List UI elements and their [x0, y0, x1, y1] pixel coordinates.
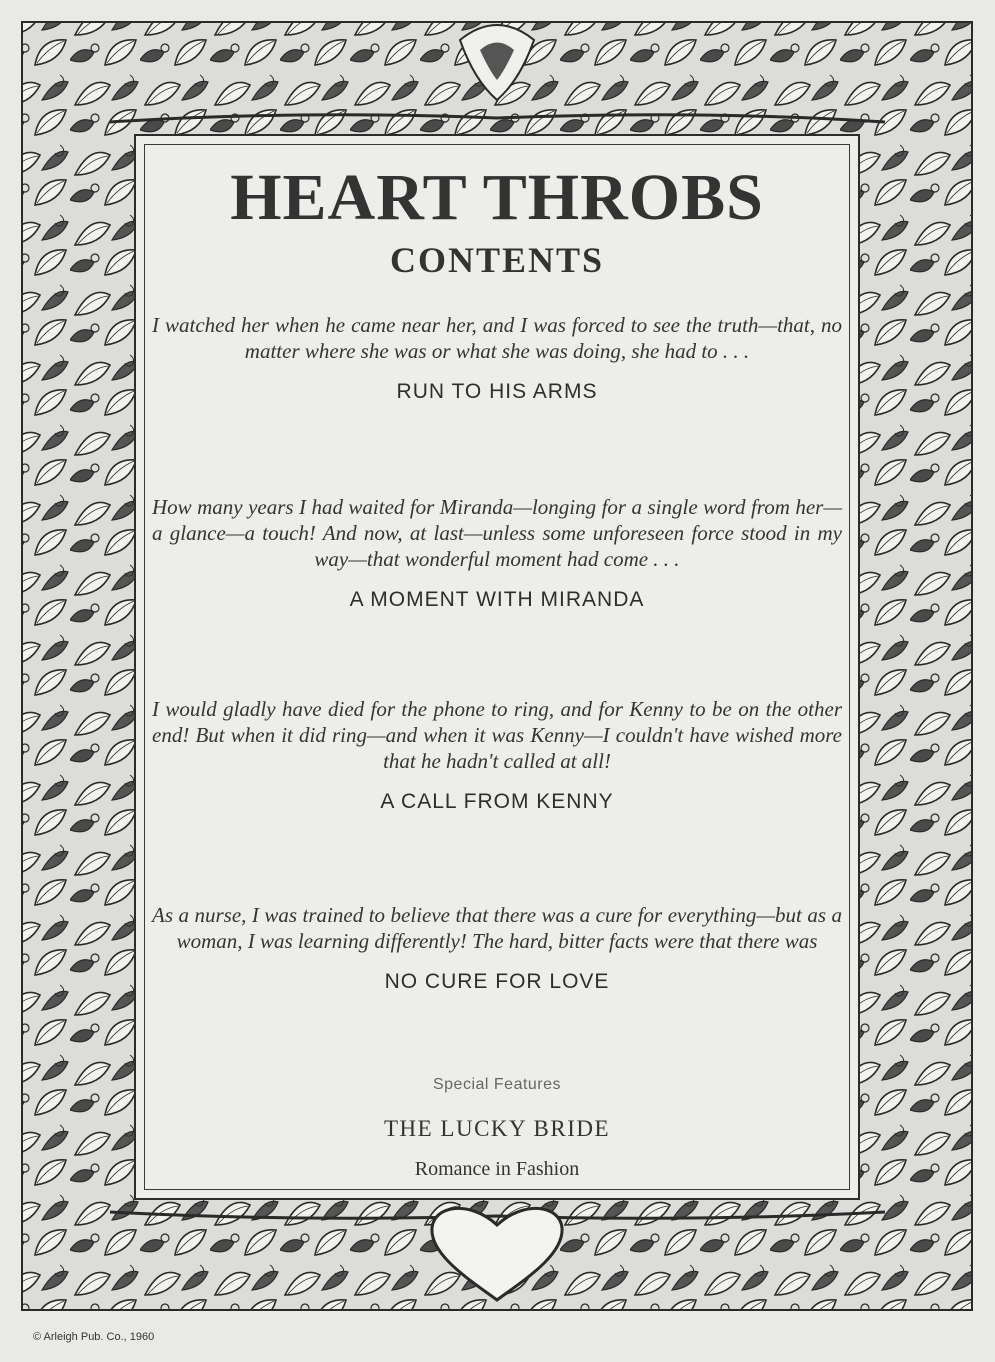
- contents-panel: [136, 136, 858, 1198]
- story-blurb: How many years I had waited for Miranda—longing for a single word from her—a glance—a touch! And now, at last—unless some unforeseen force stood in my way—that wonderful moment had come . . .: [152, 495, 842, 571]
- story-blurb: I watched her when he came near her, and I was forced to see the truth—that, no matter where she was or what she was doing, she had to . . .: [152, 313, 842, 363]
- story-blurb: I would gladly have died for the phone to ring, and for Kenny to be on the other end! But when it did ring—and when it was Kenny—I couldn't have wished more that he hadn't called at all!: [152, 697, 842, 773]
- story-title: A CALL FROM KENNY: [380, 790, 614, 813]
- story-entry-2: [136, 494, 858, 612]
- copyright-notice: © Arleigh Pub. Co., 1960: [33, 1331, 155, 1343]
- feature-romance-in-fashion: Romance in Fashion: [414, 1158, 580, 1180]
- feature-lucky-bride: THE LUCKY BRIDE: [383, 1116, 611, 1141]
- story-title: A MOMENT WITH MIRANDA: [349, 588, 645, 611]
- panel-inner-rule: [144, 144, 850, 1190]
- contents-content: [136, 136, 858, 1180]
- magazine-title: HEART THROBS: [230, 161, 764, 234]
- story-entry-1: [136, 312, 858, 404]
- special-features-label: Special Features: [432, 1076, 562, 1093]
- story-entry-3: [136, 696, 858, 814]
- story-title: NO CURE FOR LOVE: [384, 970, 610, 993]
- story-title: RUN TO HIS ARMS: [396, 380, 598, 403]
- story-blurb: As a nurse, I was trained to believe that there was a cure for everything—but as a woman, I was learning differently! The hard, bitter facts were that there was: [152, 903, 842, 953]
- contents-heading: CONTENTS: [389, 240, 605, 280]
- story-entry-4: [136, 902, 858, 994]
